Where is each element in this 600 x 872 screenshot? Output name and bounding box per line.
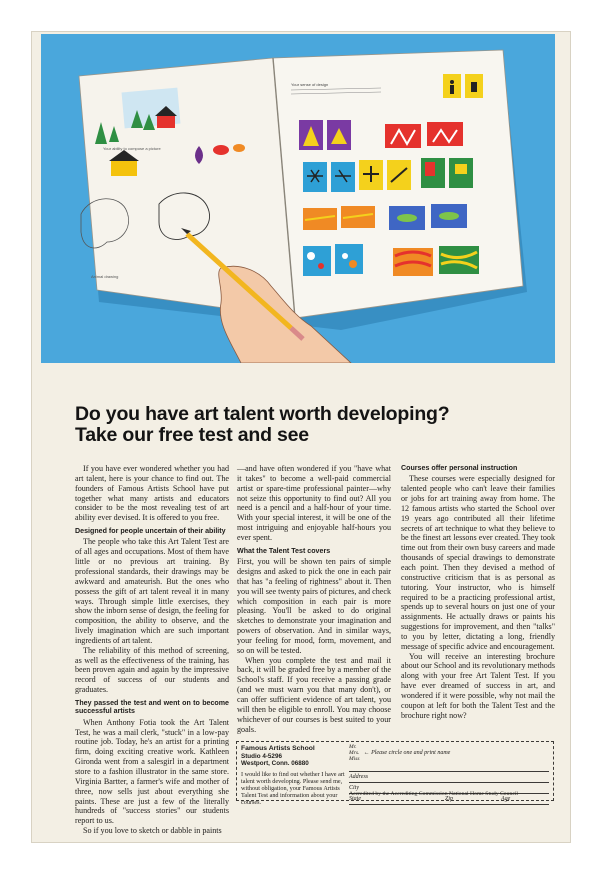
body-column-2 — [237, 464, 391, 734]
subheading: What the Talent Test covers — [237, 546, 331, 555]
paragraph: When Anthony Fotia took the Art Talent Test, he was a mail clerk, "stuck" in a low-pay routine job. Today, he's an artist for a printing firm, doing exciting creative work. Kathleen Gironda went from a salesgirl in a department store to a fashion illustrator in the same store. Virginia Bartter, a farmer's wife and mother of three, now sells just about everything she paints. These are just a few of the literally hundreds of "success stories" our students report to us. — [75, 717, 229, 826]
body-column-1 — [75, 464, 229, 836]
animal-caption: Animal drawing — [91, 274, 119, 279]
address-field[interactable] — [349, 774, 549, 783]
city-label: City — [349, 784, 359, 791]
body-column-3 — [401, 464, 555, 721]
school-town: Westport, Conn. 06880 — [241, 760, 309, 768]
paragraph: So if you love to sketch or dabble in paints — [83, 826, 222, 836]
headline-line-1: Do you have art talent worth developing? — [75, 403, 450, 425]
subheading: They passed the test and went on to become successful artists — [75, 698, 229, 716]
age-label: Age — [501, 795, 511, 802]
subheading: Courses offer personal instruction — [401, 464, 518, 472]
paragraph: If you have ever wondered whether you had art talent, here is your chance to find out. The founders of Famous Artists School have put together what many artists and educators consider to be the most revealing test of art ability ever devised. It is offered to you free. — [75, 464, 229, 523]
name-line[interactable] — [349, 763, 549, 772]
title-options[interactable]: Mr. Mrs. Miss — [349, 744, 360, 762]
zip-label: Zip — [445, 795, 454, 802]
headline — [75, 404, 545, 446]
compose-caption: Your ability to compose a picture — [103, 146, 161, 151]
design-caption: Your sense of design — [291, 82, 329, 87]
subheading: Designed for people uncertain of their ability — [75, 527, 226, 536]
coupon-offer-text: I would like to find out whether I have art talent worth developing. Please send me, without obligation, your Famous Artists Talent Test and information about your courses. — [241, 771, 345, 807]
studio-number: Studio 4-5296 — [241, 753, 282, 760]
paragraph: These courses were especially designed for talented people who can't leave their families or jobs for art training away from home. The 12 famous artists who started the School over 19 years ago contributed all their lifetime secrets of art technique to what they believe to be the finest art lessons ever created. They took time out from their own busy careers and made thousands of special drawings to demonstrate each point. Then they devised a method of constructive criticism that is as personal as tutoring. Your instructor, who is himself required to be a practicing professional artist, spends up to several hours on just one of your assignments. He actually draws or paints his suggestions for improvement, and then "talks" to you by letter, dictating a long, friendly message of specific advice and encouragement. — [401, 474, 555, 651]
mail-in-coupon — [236, 741, 554, 807]
paragraph: You will receive an interesting brochure about our School and its revolutionary methods along with your free Art Talent Test. If you have ever dreamed of success in art, and wondered if it were possible, why not mail the coupon at left for both the Talent Test and the brochure right now? — [401, 651, 555, 720]
school-name: Famous Artists School — [241, 745, 315, 752]
accreditation-note: Accredited by the Accrediting Commission National Home Study Council — [349, 790, 519, 797]
circle-note-text: Please circle one and print name — [371, 750, 451, 757]
coupon-address-block — [241, 745, 347, 806]
state-label: State — [349, 795, 361, 802]
art-book-illustration — [41, 34, 555, 363]
paragraph: When you complete the test and mail it back, it will be graded free by a member of the School's staff. If you receive a passing grade (and we must warn you that many don't), or can offer sufficient evidence of art talent, you will then be eligible to enroll. You may choose whichever of our courses is best suited to your goals. — [237, 655, 391, 734]
paragraph: First, you will be shown ten pairs of simple designs and asked to pick the one in each pair that has "a feeling of rightness" about it. Then you will see twenty pairs of pictures, and check which composition in each pair is more pleasing. You'll be asked to do original sketches to demonstrate your imagination and powers of observation. And in similar ways, your feeling for mood, form, movement, and so on will be tested. — [237, 557, 391, 655]
circle-instruction: ← Please circle one and print name — [363, 750, 451, 757]
paragraph: The reliability of this method of screening, as well as the effectiveness of the training, has been proven again and again by the impressive record of success of our students and graduates. — [75, 645, 229, 695]
paragraph: —and have often wondered if you "have what it takes" to become a well-paid commercial artist or spare-time professional painter—why not seize this opportunity to find out? All you need is a pencil and a half-hour of your time. With your special interest, it will be one of the most intriguing and enjoyable half-hours you ever spent. — [237, 464, 391, 542]
address-label: Address — [349, 773, 369, 780]
headline-line-2: Take our free test and see — [75, 424, 309, 446]
paragraph: The people who take this Art Talent Test are of all ages and occupations. Most of them have little or no previous art training. By professional standards, their drawings may be awkward and amateurish. But the ones who possess the gift of art talent reveal it in many ways. Through simple little exercises, they show the inborn sense of design, the feeling for composition, the ability to observe, and the lively imagination which are such important ingredients of art talent. — [75, 537, 229, 645]
